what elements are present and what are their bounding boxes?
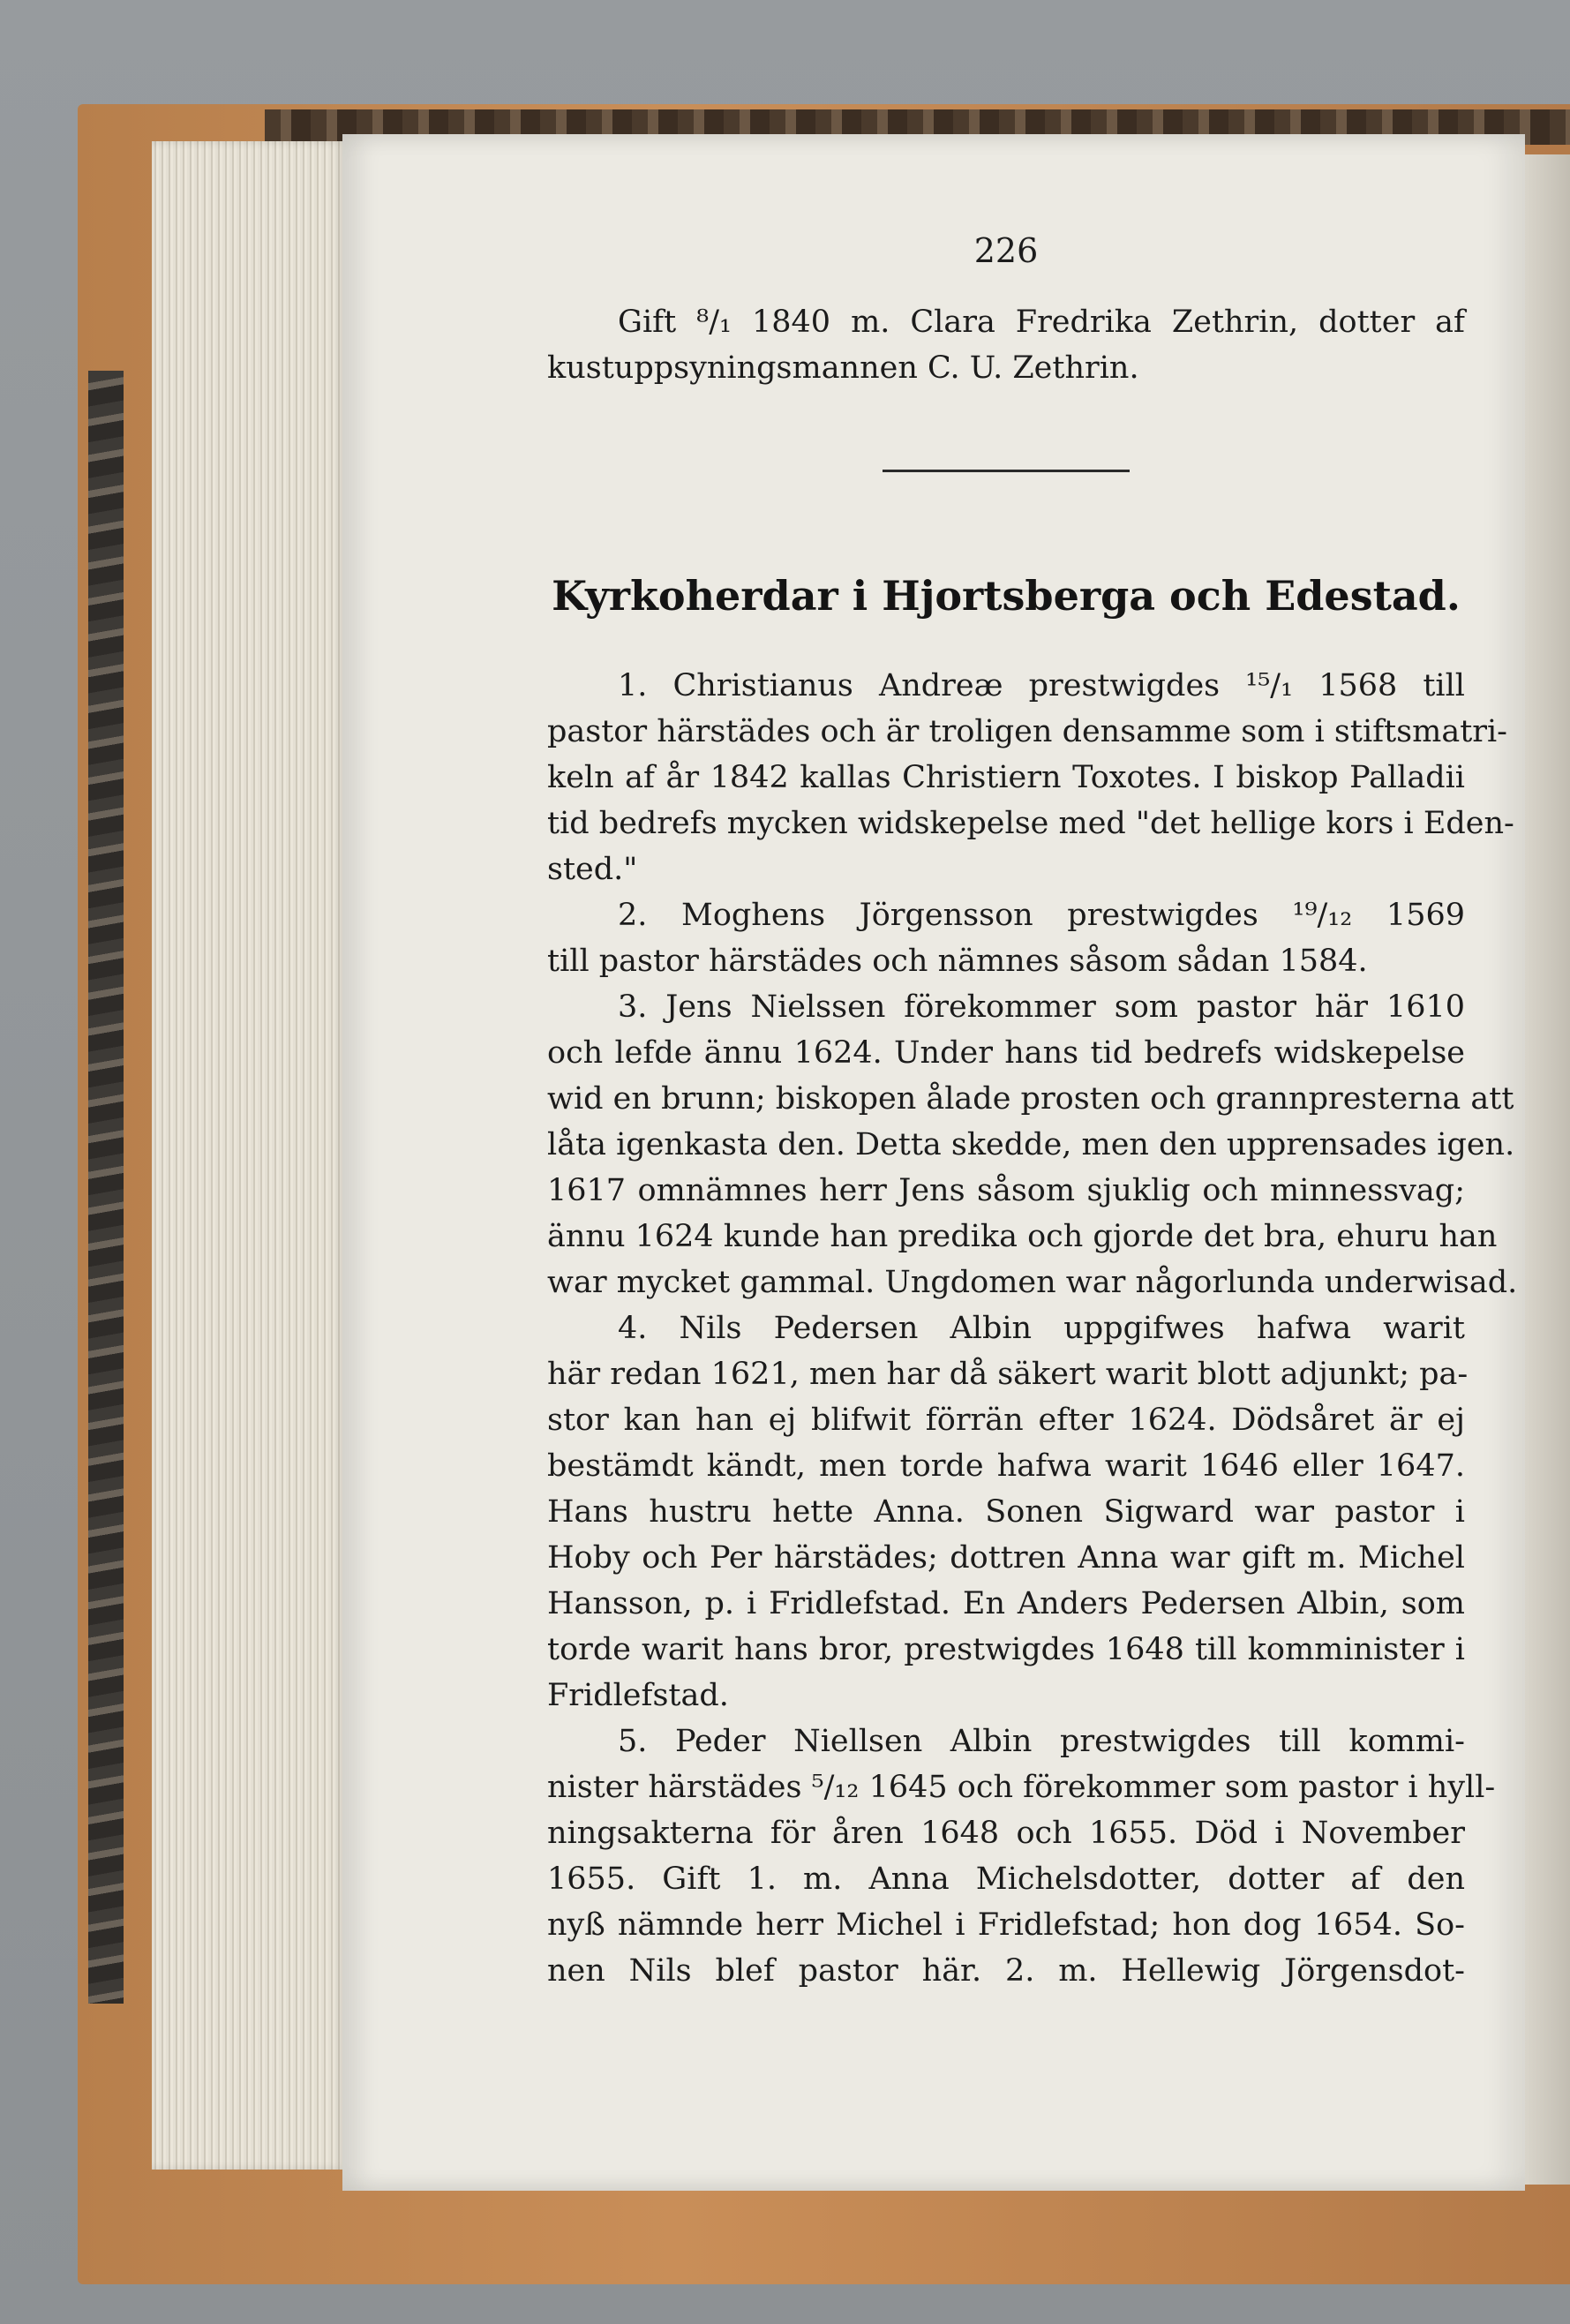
text-line: bestämdt kändt, men torde hafwa warit 1646 eller 1647.: [547, 1448, 1465, 1484]
text-line: 4. Nils Pedersen Albin uppgifwes hafwa warit: [618, 1311, 1465, 1346]
text-line: ningsakterna för åren 1648 och 1655. Död i November: [547, 1816, 1465, 1851]
text-line: kustuppsyningsmannen C. U. Zethrin.: [547, 350, 1139, 386]
text-line: här redan 1621, men har då säkert warit blott adjunkt; pa-: [547, 1357, 1469, 1392]
text-line: Fridlefstad.: [547, 1678, 729, 1713]
text-line: tid bedrefs mycken widskepelse med "det hellige kors i Eden-: [547, 806, 1514, 841]
text-line: war mycket gammal. Ungdomen war någorlunda underwisad.: [547, 1265, 1518, 1300]
text-line: 5. Peder Niellsen Albin prestwigdes till kommi-: [618, 1724, 1465, 1759]
text-line: Hoby och Per härstädes; dottren Anna war gift m. Michel: [547, 1540, 1465, 1576]
text-line: ännu 1624 kunde han predika och gjorde det bra, ehuru han: [547, 1219, 1498, 1254]
marbled-spine: [88, 371, 124, 2004]
text-line: 3. Jens Nielssen förekommer som pastor här 1610: [618, 989, 1465, 1025]
text-line: torde warit hans bror, prestwigdes 1648 till komminister i: [547, 1632, 1465, 1667]
text-line: keln af år 1842 kallas Christiern Toxotes. I biskop Palladii: [547, 760, 1465, 795]
text-line: Gift ⁸/₁ 1840 m. Clara Fredrika Zethrin, dotter af: [618, 305, 1465, 340]
text-line: nen Nils blef pastor här. 2. m. Hellewig Jörgensdot-: [547, 1953, 1465, 1989]
text-line: nister härstädes ⁵/₁₂ 1645 och förekommer som pastor i hyll-: [547, 1770, 1496, 1805]
page-number: 226: [973, 231, 1039, 270]
text-line: 2. Moghens Jörgensson prestwigdes ¹⁹/₁₂ 1569: [618, 898, 1465, 933]
facing-page-edge: [1525, 154, 1570, 2185]
text-line: pastor härstädes och är troligen densamme som i stiftsmatri-: [547, 714, 1508, 749]
text-line: wid en brunn; biskopen ålade prosten och grannpresterna att: [547, 1081, 1514, 1117]
text-line: 1655. Gift 1. m. Anna Michelsdotter, dotter af den: [547, 1861, 1465, 1897]
page-edges: [152, 141, 346, 2170]
text-line: till pastor härstädes och nämnes såsom sådan 1584.: [547, 944, 1368, 979]
section-divider: [883, 470, 1130, 472]
text-line: stor kan han ej blifwit förrän efter 1624. Dödsåret är ej: [547, 1403, 1465, 1438]
text-line: Hans hustru hette Anna. Sonen Sigward war pastor i: [547, 1494, 1465, 1530]
section-heading: Kyrkoherdar i Hjortsberga och Edestad.: [552, 572, 1461, 620]
text-line: sted.": [547, 852, 638, 887]
text-line: nyß nämnde herr Michel i Fridlefstad; hon dog 1654. So-: [547, 1907, 1465, 1943]
text-line: 1617 omnämnes herr Jens såsom sjuklig och minnessvag;: [547, 1173, 1465, 1208]
text-line: och lefde ännu 1624. Under hans tid bedrefs widskepelse: [547, 1035, 1465, 1071]
text-line: 1. Christianus Andreæ prestwigdes ¹⁵/₁ 1568 till: [618, 668, 1465, 703]
text-line: Hansson, p. i Fridlefstad. En Anders Pedersen Albin, som: [547, 1586, 1465, 1621]
text-line: låta igenkasta den. Detta skedde, men den upprensades igen.: [547, 1127, 1515, 1162]
